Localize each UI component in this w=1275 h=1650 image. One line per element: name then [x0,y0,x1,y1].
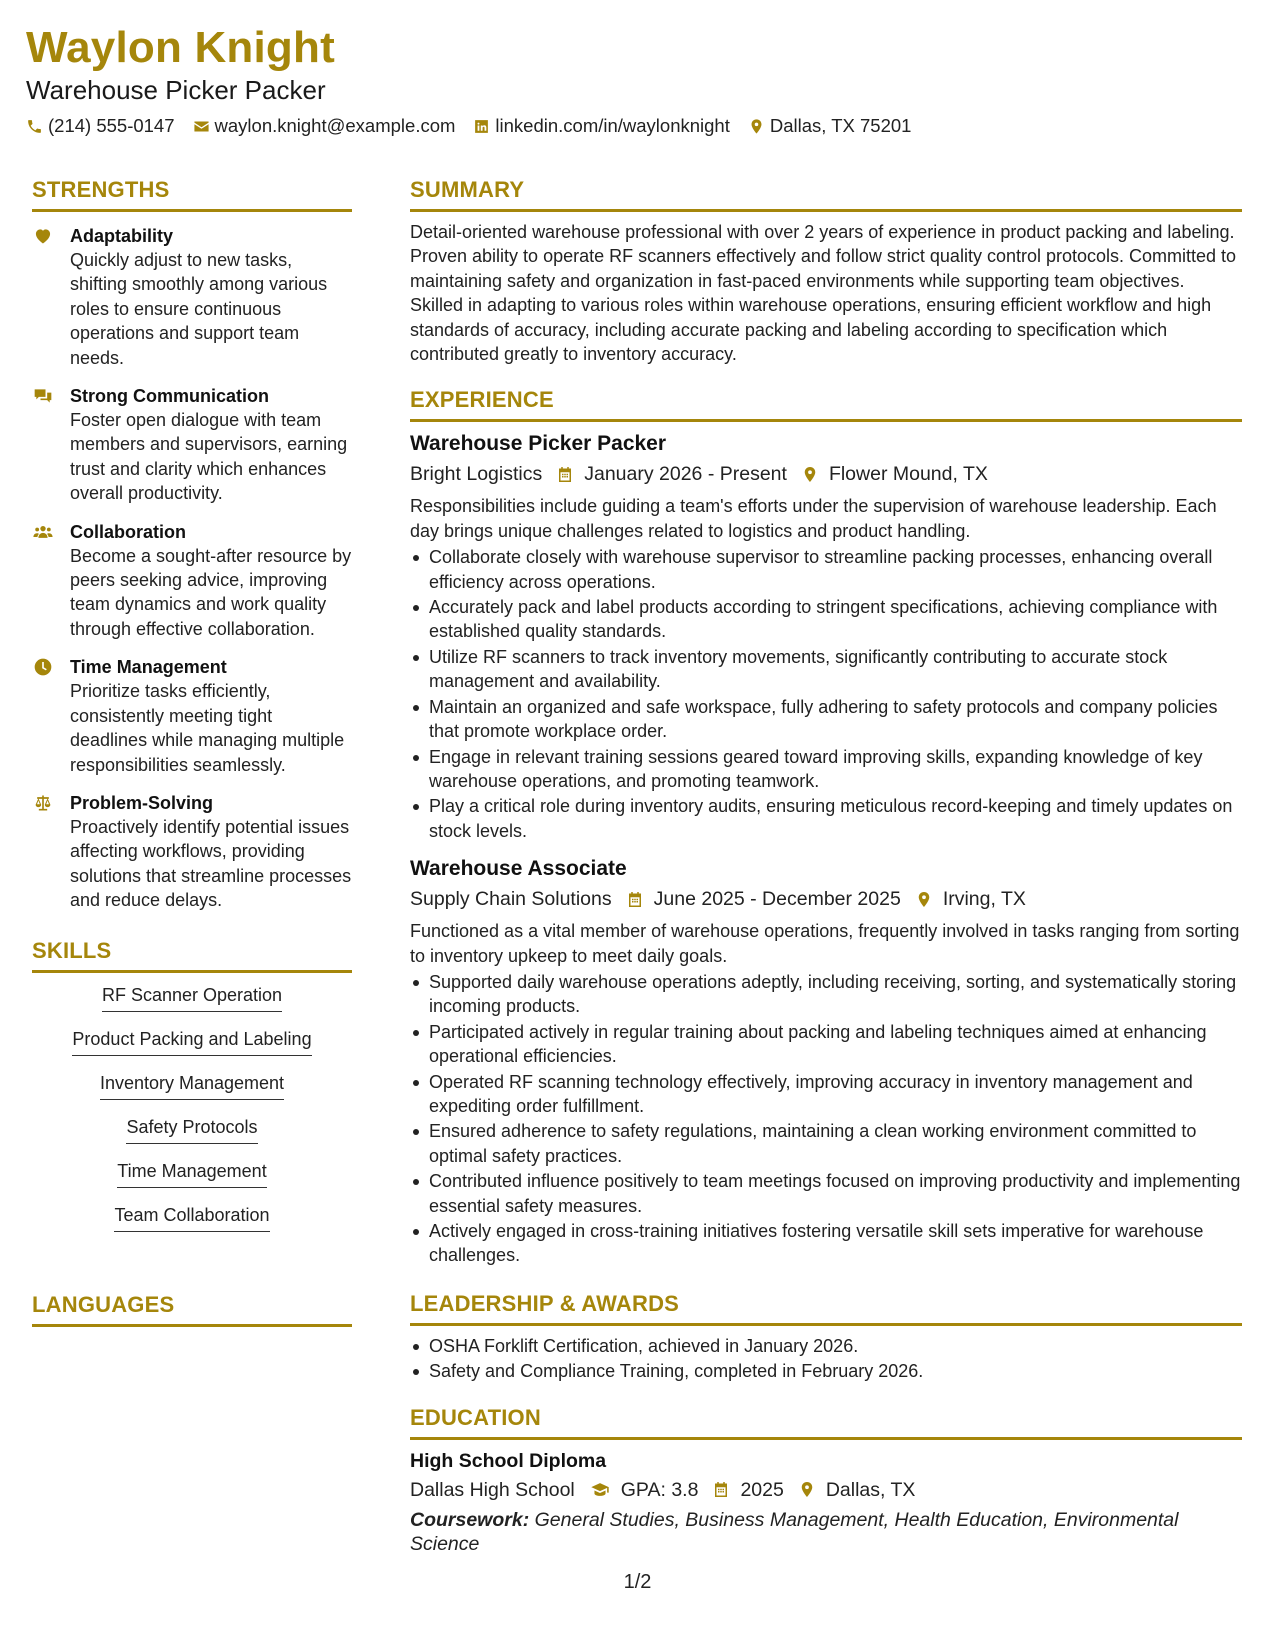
strength-desc: Prioritize tasks efficiently, consistently meeting tight deadlines while managing multiple responsibilities seamlessly. [70,681,345,775]
education-heading: EDUCATION [410,1404,1242,1440]
bullet-item: Operated RF scanning technology effectively, improving accuracy in inventory management and expediting order fulfillment. [410,1070,1242,1119]
education-coursework [410,1508,1242,1557]
phone-text: (214) 555-0147 [48,115,175,136]
bullet-item: Utilize RF scanners to track inventory movements, significantly contributing to accurate stock management and availability. [410,645,1242,694]
phone-icon [26,118,43,135]
bullet-item: Participated actively in regular training about packing and labeling techniques aimed at enhancing operational efficiencies. [410,1020,1242,1069]
contact-linkedin[interactable] [473,114,729,138]
strength-title: Strong Communication [70,386,269,407]
scale-icon [32,793,54,813]
strength-desc: Quickly adjust to new tasks, shifting smoothly among various roles to ensure continuous operations and support team needs. [70,250,328,368]
leadership-section [410,1290,1242,1384]
contact-location [748,114,912,138]
linkedin-icon [473,118,490,135]
skills-list [32,983,352,1247]
skill-item: RF Scanner Operation [102,983,282,1012]
leadership-heading: LEADERSHIP & AWARDS [410,1290,1242,1326]
bullet-item: Supported daily warehouse operations adeptly, including receiving, sorting, and systematically storing incoming products. [410,970,1242,1019]
languages-heading: LANGUAGES [32,1291,352,1327]
leadership-list [410,1334,1242,1384]
strength-item [32,655,352,777]
candidate-name: Waylon Knight [26,23,335,72]
education-school: Dallas High School [410,1478,575,1501]
job-entry [410,855,1242,1268]
resume-header [26,22,1249,138]
strength-item [32,791,352,913]
left-column [32,176,352,1327]
strength-title: Problem-Solving [70,792,214,813]
strength-item [32,384,352,506]
contact-phone [26,114,175,138]
job-meta [410,460,1242,488]
skill-item: Time Management [117,1159,266,1188]
job-dates: January 2026 - Present [584,463,787,486]
bullet-item: Collaborate closely with warehouse supervisor to streamline packing processes, enhancing overall efficiency across operations. [410,545,1242,594]
education-gpa: GPA: 3.8 [620,1478,699,1501]
right-column [410,176,1242,1557]
skill-item: Inventory Management [100,1071,284,1100]
skill-item: Safety Protocols [126,1115,257,1144]
linkedin-link[interactable]: linkedin.com/in/waylonknight [495,115,730,136]
strength-item [32,520,352,642]
job-dates: June 2025 - December 2025 [653,888,901,911]
education-degree: High School Diploma [410,1449,607,1472]
job-location: Flower Mound, TX [828,463,988,486]
experience-section [410,386,1242,1267]
job-description: Responsibilities include guiding a team's efforts under the supervision of warehouse leadership. Each day brings unique challenges related to logistics and product handling. [410,496,1217,541]
strength-title: Collaboration [70,521,186,542]
bullet-item: Contributed influence positively to team meetings focused on improving productivity and implementing essential safety measures. [410,1169,1242,1218]
job-location: Irving, TX [942,888,1026,911]
bullet-item: Ensured adherence to safety regulations, maintaining a clean working environment committed to optimal safety practices. [410,1119,1242,1168]
summary-heading: SUMMARY [410,176,1242,212]
calendar-icon [556,465,574,484]
strength-item [32,224,352,370]
experience-heading: EXPERIENCE [410,386,1242,422]
education-meta [410,1476,1242,1504]
bullet-item: Safety and Compliance Training, completed in February 2026. [410,1359,1242,1383]
strength-title: Time Management [70,657,227,678]
languages-section [32,1291,352,1327]
strength-desc: Foster open dialogue with team members and supervisors, earning trust and clarity which enhances overall productivity. [70,410,348,504]
location-text: Dallas, TX 75201 [769,115,912,136]
strengths-list [32,224,352,913]
job-role: Warehouse Picker Packer [410,432,667,456]
coursework-label: Coursework: [410,1508,530,1531]
strengths-heading: STRENGTHS [32,176,352,212]
candidate-title: Warehouse Picker Packer [26,75,326,105]
job-company: Supply Chain Solutions [410,888,612,911]
job-bullets [410,970,1242,1268]
calendar-icon [626,890,644,909]
skill-item: Team Collaboration [114,1203,269,1232]
job-entry [410,430,1242,843]
skills-heading: SKILLS [32,937,352,973]
page-number: 1/2 [623,1571,652,1593]
contact-bar [26,114,1249,138]
education-year: 2025 [740,1478,784,1501]
bullet-item: Play a critical role during inventory audits, ensuring meticulous record-keeping and timely updates on stock levels. [410,794,1242,843]
bullet-item: Maintain an organized and safe workspace, fully adhering to safety protocols and company policies that promote workplace order. [410,695,1242,744]
skill-item: Product Packing and Labeling [72,1027,311,1056]
envelope-icon [193,118,210,135]
strength-title: Adaptability [70,226,174,246]
comments-icon [32,386,54,406]
skills-section [32,937,352,1247]
job-meta [410,885,1242,913]
bullet-item: Accurately pack and label products according to stringent specifications, achieving compliance with established quality standards. [410,595,1242,644]
heart-icon [32,226,54,246]
bullet-item: OSHA Forklift Certification, achieved in January 2026. [410,1334,1242,1358]
strength-desc: Proactively identify potential issues affecting workflows, providing solutions that streamline processes and reduce delays. [70,816,352,911]
summary-text: Detail-oriented warehouse professional with over 2 years of experience in product packing and labeling. Proven ability to operate RF scanners effectively and follow strict quality control protocols. Committed to maintaining safety and organization in fast-paced environments while supporting team objectives. Skilled in adapting to various roles within warehouse operations, ensuring efficient workflow and high standards of accuracy, including accurate packing and labeling according to specification which contributed greatly to inventory accuracy. [410,222,1237,365]
map-marker-icon [801,465,819,484]
education-section [410,1404,1242,1557]
graduation-cap-icon [589,1480,611,1499]
job-company: Bright Logistics [410,463,543,486]
calendar-icon [712,1480,730,1499]
contact-email[interactable] [193,114,456,138]
job-bullets [410,545,1242,843]
map-marker-icon [748,118,765,135]
users-icon [32,522,54,542]
map-marker-icon [798,1480,816,1499]
job-role: Warehouse Associate [410,857,627,881]
map-marker-icon [915,890,933,909]
education-location: Dallas, TX [825,1478,916,1501]
clock-icon [32,657,54,677]
job-description: Functioned as a vital member of warehouse operations, frequently involved in tasks ranging from sorting to inventory upkeep to meet daily goals. [410,921,1240,966]
email-link[interactable]: waylon.knight@example.com [214,115,456,136]
bullet-item: Actively engaged in cross-training initiatives fostering versatile skill sets imperative for warehouse challenges. [410,1219,1242,1268]
coursework-text: General Studies, Business Management, Health Education, Environmental Science [410,1508,1179,1556]
bullet-item: Engage in relevant training sessions geared toward improving skills, expanding knowledge of key warehouse operations, and promoting teamwork. [410,745,1242,794]
strength-desc: Become a sought-after resource by peers seeking advice, improving team dynamics and work quality through effective collaboration. [70,545,352,639]
